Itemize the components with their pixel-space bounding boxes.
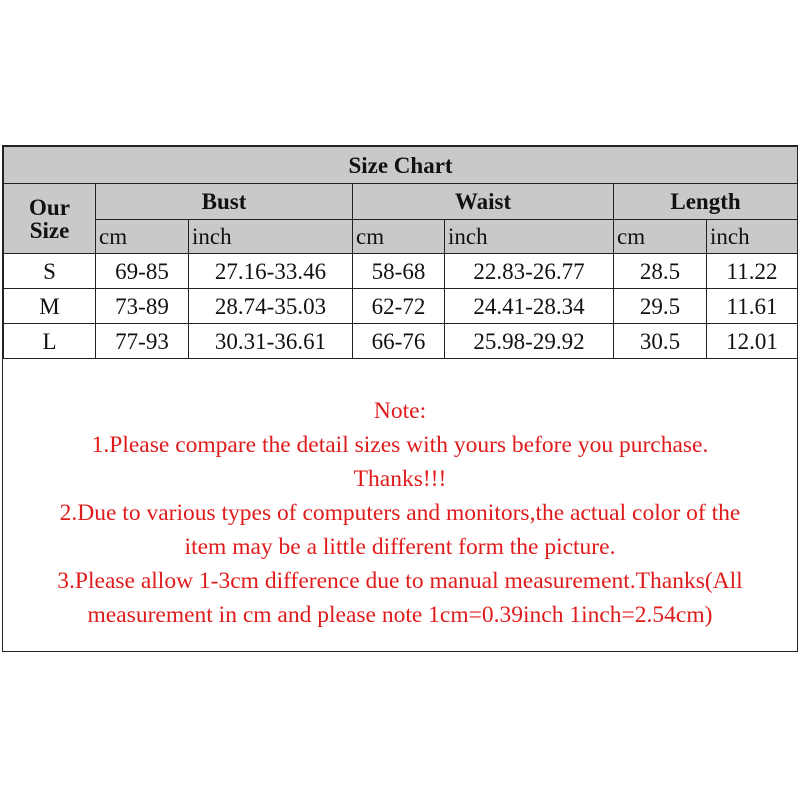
unit-header: cm bbox=[353, 220, 445, 254]
table-cell: 11.61 bbox=[707, 289, 798, 324]
length-header: Length bbox=[614, 184, 798, 220]
table-cell: 11.22 bbox=[707, 254, 798, 289]
size-cell: M bbox=[4, 289, 96, 324]
size-column-header bbox=[4, 184, 96, 254]
table-cell: 24.41-28.34 bbox=[445, 289, 614, 324]
table-cell: 58-68 bbox=[353, 254, 445, 289]
table-cell: 66-76 bbox=[353, 324, 445, 359]
table-cell: 27.16-33.46 bbox=[189, 254, 353, 289]
size-chart-table bbox=[3, 146, 798, 359]
size-cell: S bbox=[4, 254, 96, 289]
table-cell: 30.31-36.61 bbox=[189, 324, 353, 359]
waist-header: Waist bbox=[353, 184, 614, 220]
table-cell: 12.01 bbox=[707, 324, 798, 359]
unit-header: inch bbox=[707, 220, 798, 254]
unit-header: cm bbox=[96, 220, 189, 254]
notes-section bbox=[3, 394, 797, 632]
note-line: measurement in cm and please note 1cm=0.39inch 1inch=2.54cm) bbox=[87, 602, 713, 628]
note-line: item may be a little different form the picture. bbox=[184, 534, 616, 560]
unit-header: cm bbox=[614, 220, 707, 254]
table-cell: 62-72 bbox=[353, 289, 445, 324]
chart-title: Size Chart bbox=[4, 147, 798, 184]
table-row bbox=[4, 289, 798, 324]
table-cell: 22.83-26.77 bbox=[445, 254, 614, 289]
table-cell: 28.74-35.03 bbox=[189, 289, 353, 324]
table-row bbox=[4, 324, 798, 359]
table-cell: 29.5 bbox=[614, 289, 707, 324]
note-heading: Note: bbox=[373, 398, 427, 424]
size-chart-panel bbox=[2, 145, 798, 652]
unit-header: inch bbox=[189, 220, 353, 254]
size-header-line1: Our bbox=[29, 194, 70, 220]
bust-header: Bust bbox=[96, 184, 353, 220]
table-cell: 25.98-29.92 bbox=[445, 324, 614, 359]
table-cell: 28.5 bbox=[614, 254, 707, 289]
table-cell: 73-89 bbox=[96, 289, 189, 324]
note-line: 2.Due to various types of computers and monitors,the actual color of the bbox=[59, 500, 741, 526]
table-cell: 69-85 bbox=[96, 254, 189, 289]
note-line: 1.Please compare the detail sizes with yours before you purchase. bbox=[91, 432, 709, 458]
table-row bbox=[4, 254, 798, 289]
table-cell: 30.5 bbox=[614, 324, 707, 359]
note-line: Thanks!!! bbox=[353, 466, 447, 492]
note-line: 3.Please allow 1-3cm difference due to manual measurement.Thanks(All bbox=[57, 568, 743, 594]
unit-header: inch bbox=[445, 220, 614, 254]
size-header-line2: Size bbox=[29, 217, 70, 243]
table-cell: 77-93 bbox=[96, 324, 189, 359]
size-cell: L bbox=[4, 324, 96, 359]
